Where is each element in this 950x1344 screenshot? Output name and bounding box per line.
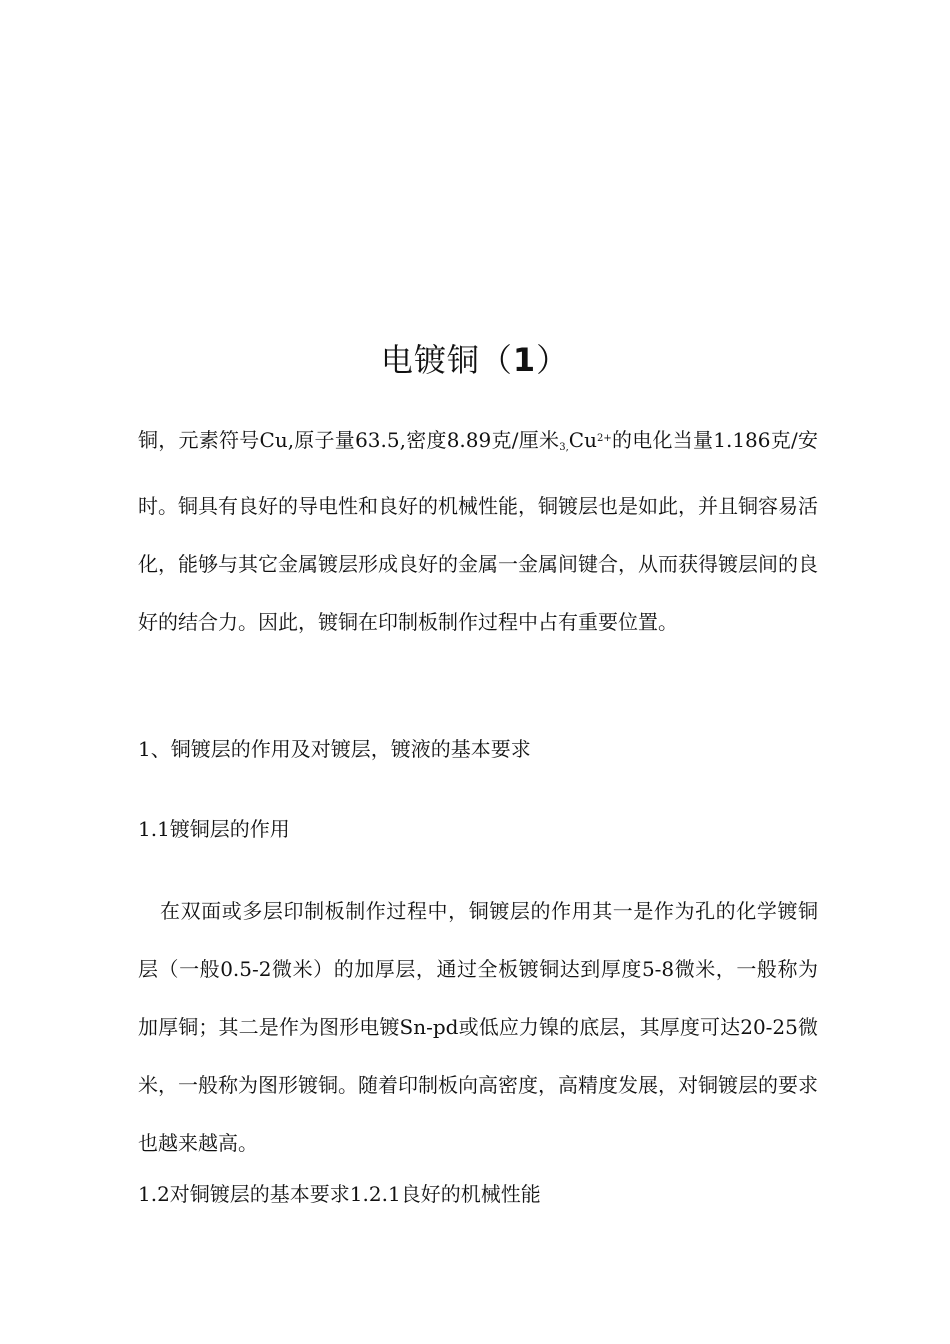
title-number: 1 <box>512 341 537 379</box>
title-text: 电镀铜（ <box>380 341 513 379</box>
unit-subscript: 3, <box>559 442 569 453</box>
section-1-heading: 1、铜镀层的作用及对镀层，镀液的基本要求 <box>138 737 531 761</box>
title-close: ） <box>536 341 570 379</box>
intro-text-1: 铜，元素符号Cu,原子量63.5,密度8.89克/厘米 <box>138 428 560 452</box>
ion-superscript: 2+ <box>596 433 612 444</box>
section-1-2-heading: 1.2对铜镀层的基本要求1.2.1良好的机械性能 <box>138 1182 541 1206</box>
intro-paragraph <box>138 410 818 651</box>
page-title <box>0 335 950 385</box>
section-1-1-heading: 1.1镀铜层的作用 <box>138 817 290 841</box>
section-1-1-paragraph: 在双面或多层印制板制作过程中，铜镀层的作用其一是作为孔的化学镀铜层（一般0.5-2微米）的加厚层，通过全板镀铜达到厚度5-8微米，一般称为加厚铜；其二是作为图形电镀Sn-pd或低应力镍的底层，其厚度可达20-25微米，一般称为图形镀铜。随着印制板向高密度，高精度发展，对铜镀层的要求也越来越高。 <box>138 899 818 1155</box>
intro-text-2: Cu <box>568 428 597 452</box>
intro-text-3: 的电化当量1.186克/安时。铜具有良好的导电性和良好的机械性能，铜镀层也是如此，并且铜容易活化，能够与其它金属镀层形成良好的金属一金属间键合，从而获得镀层间的良好的结合力。因此，镀铜在印制板制作过程中占有重要位置。 <box>138 428 818 634</box>
